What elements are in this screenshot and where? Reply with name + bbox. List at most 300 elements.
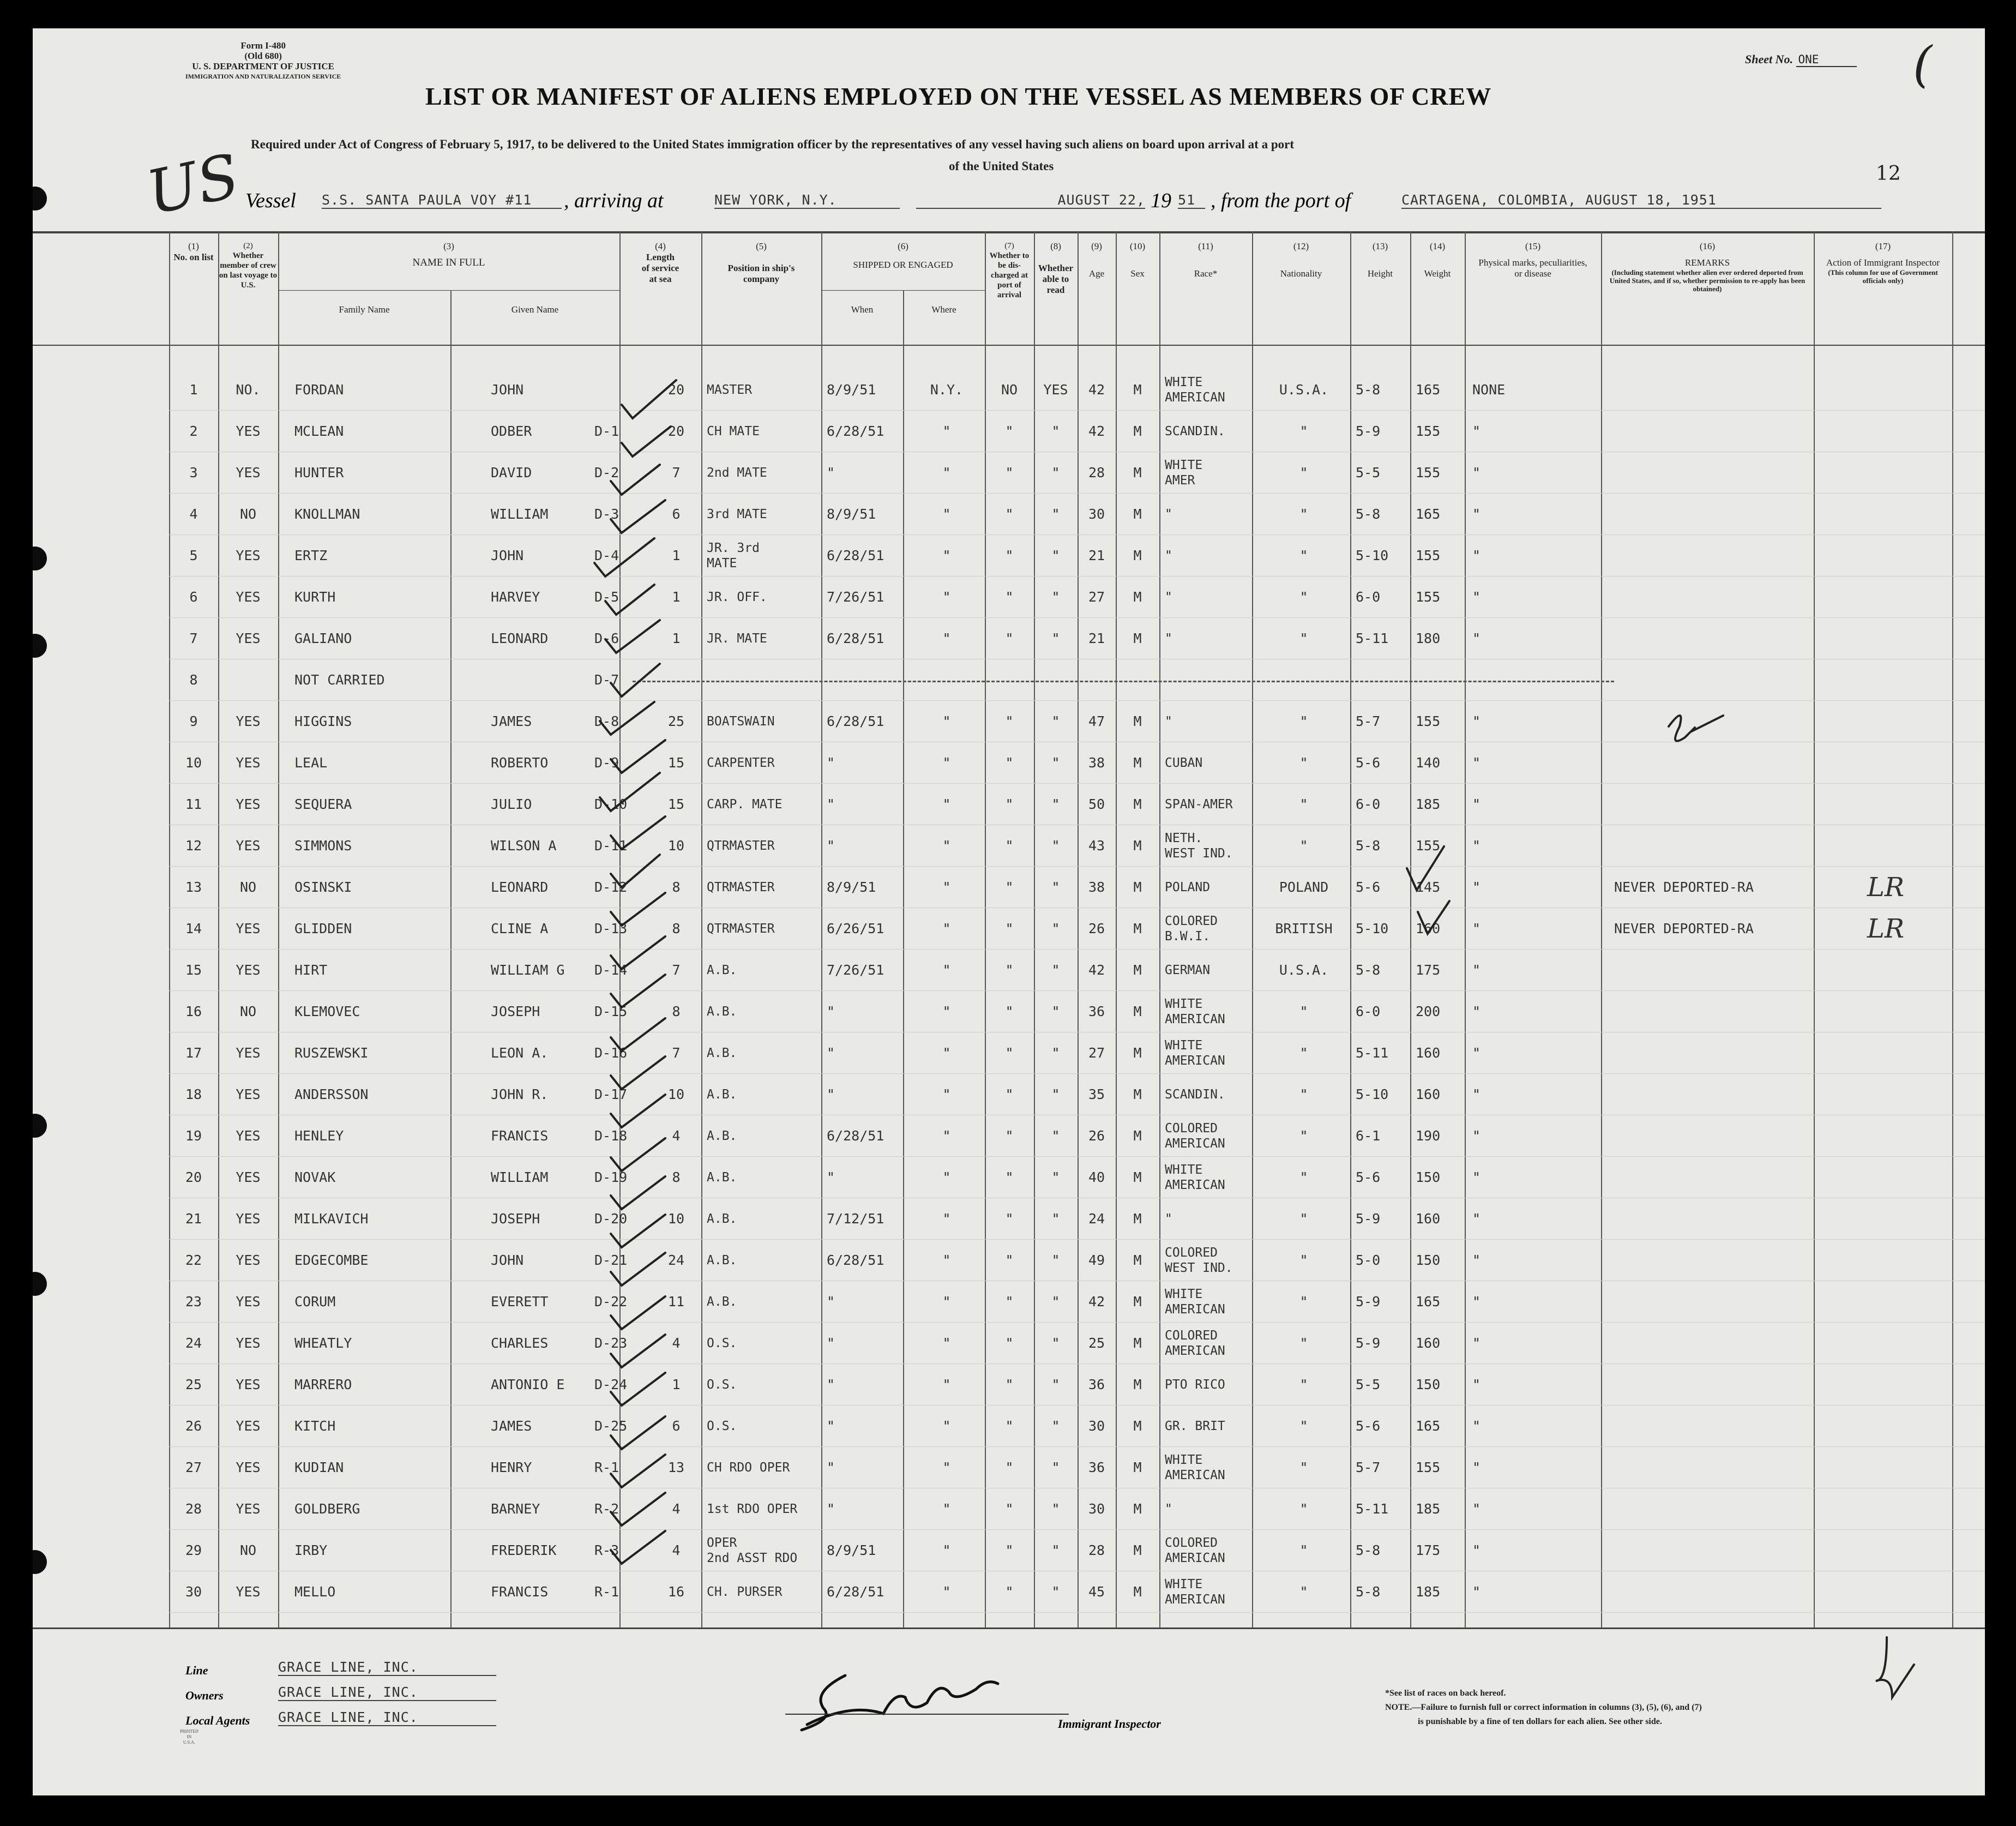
cell-prev: YES: [236, 1211, 261, 1227]
cell-sex: M: [1133, 838, 1142, 854]
cell-when: ": [827, 1086, 835, 1102]
cell-discharged: ": [1005, 1584, 1014, 1600]
cell-prev: YES: [236, 962, 261, 978]
cell-weight: 175: [1416, 962, 1441, 978]
cell-weight: 165: [1416, 382, 1441, 398]
cell-no: 19: [185, 1128, 202, 1144]
cell-read: ": [1051, 1004, 1060, 1019]
cell-remarks: NEVER DEPORTED-RA: [1614, 921, 1754, 936]
cell-race: WHITE AMERICAN: [1165, 375, 1225, 405]
cell-no: 24: [185, 1335, 202, 1351]
cell-nationality: ": [1299, 1584, 1308, 1600]
cell-code: D-4: [594, 548, 619, 563]
cell-remarks: NEVER DEPORTED-RA: [1614, 879, 1754, 895]
cell-discharged: ": [1005, 1294, 1014, 1310]
cell-height: 5-5: [1356, 465, 1381, 480]
cell-marks: ": [1472, 1211, 1481, 1227]
cell-given: WILLIAM G: [491, 962, 565, 978]
agents-value: GRACE LINE, INC.: [278, 1709, 496, 1726]
cell-no: 11: [185, 796, 202, 812]
cell-sex: M: [1133, 548, 1142, 563]
cell-given: JOSEPH: [491, 1211, 540, 1227]
cell-where: ": [942, 1045, 951, 1061]
cell-prev: NO: [239, 506, 257, 522]
cell-where: ": [942, 962, 951, 978]
cell-when: ": [827, 1294, 835, 1310]
cell-age: 35: [1088, 1086, 1105, 1102]
cell-when: ": [827, 1501, 835, 1517]
cell-nationality: ": [1299, 755, 1308, 771]
cell-no: 12: [185, 838, 202, 854]
cell-when: 7/26/51: [827, 589, 884, 605]
cell-service: 11: [667, 1294, 685, 1310]
inspector-signature-block: [785, 1665, 1167, 1746]
cell-race: NETH. WEST IND.: [1165, 831, 1233, 861]
cell-code: D-20: [594, 1211, 628, 1227]
cell-family: NOVAK: [294, 1169, 336, 1185]
cell-read: ": [1051, 879, 1060, 895]
cell-read: ": [1051, 589, 1060, 605]
cell-nationality: ": [1299, 589, 1308, 605]
cell-when: 8/9/51: [827, 1542, 876, 1558]
cell-given: WILLIAM: [491, 1169, 549, 1185]
cell-race: ": [1165, 507, 1172, 521]
cell-prev: YES: [236, 1169, 261, 1185]
cell-sex: M: [1133, 589, 1142, 605]
form-old-number: (Old 680): [244, 51, 282, 61]
page-number: 12: [1876, 163, 1901, 185]
cell-nationality: ": [1299, 1501, 1308, 1517]
cell-marks: ": [1472, 879, 1481, 895]
cell-height: 5-9: [1356, 1335, 1381, 1351]
cell-given: FRANCIS: [491, 1128, 549, 1144]
col-heading-12: (12) Nationality: [1280, 241, 1322, 279]
cell-sex: M: [1133, 465, 1142, 480]
cell-sex: M: [1133, 1418, 1142, 1434]
cell-sex: M: [1133, 423, 1142, 439]
cell-no: 30: [185, 1584, 202, 1600]
cell-position: CARPENTER: [707, 756, 775, 770]
cell-height: 5-6: [1356, 879, 1381, 895]
cell-read: ": [1051, 755, 1060, 771]
cell-where: ": [942, 1169, 951, 1185]
cell-age: 21: [1088, 630, 1105, 646]
cell-when: 8/9/51: [827, 879, 876, 895]
cell-family: HENLEY: [294, 1128, 344, 1144]
cell-where: ": [942, 1377, 951, 1392]
printer-mark: PRINTED IN U.S.A.: [180, 1729, 198, 1745]
cell-sex: M: [1133, 962, 1142, 978]
cell-height: 5-10: [1356, 921, 1389, 936]
cell-marks: ": [1472, 1169, 1481, 1185]
cell-family: GALIANO: [294, 630, 352, 646]
cell-given: CHARLES: [491, 1335, 549, 1351]
cell-service: 1: [672, 1377, 681, 1392]
cell-code: D-16: [594, 1045, 628, 1061]
cell-marks: ": [1472, 838, 1481, 854]
cell-race: ": [1165, 632, 1172, 646]
cell-no: 28: [185, 1501, 202, 1517]
cell-read: ": [1051, 1501, 1060, 1517]
cell-discharged: ": [1005, 879, 1014, 895]
cell-nationality: ": [1299, 465, 1308, 480]
cell-discharged: ": [1005, 755, 1014, 771]
cell-sex: M: [1133, 1377, 1142, 1392]
cell-sex: M: [1133, 755, 1142, 771]
cell-when: ": [827, 1377, 835, 1392]
cell-nationality: ": [1299, 1418, 1308, 1434]
cell-read: ": [1051, 1252, 1060, 1268]
cell-prev: YES: [236, 465, 261, 480]
cell-marks: ": [1472, 465, 1481, 480]
cell-service: 24: [667, 1252, 685, 1268]
cell-when: 8/9/51: [827, 506, 876, 522]
cell-code: D-23: [594, 1335, 628, 1351]
cell-service: 20: [667, 382, 685, 398]
cell-given: WILLIAM: [491, 506, 549, 522]
cell-height: 5-11: [1356, 630, 1389, 646]
cell-marks: ": [1472, 1501, 1481, 1517]
cell-family: FORDAN: [294, 382, 344, 398]
form-number: Form I-480: [240, 40, 286, 51]
cell-height: 5-5: [1356, 1377, 1381, 1392]
cell-where: ": [942, 1501, 951, 1517]
arriving-label: , arriving at: [564, 189, 664, 212]
col-heading-where: Where: [931, 304, 956, 315]
cell-code: D-11: [594, 838, 628, 854]
cell-marks: ": [1472, 1086, 1481, 1102]
cell-service: 15: [667, 796, 685, 812]
cell-family: NOT CARRIED: [294, 672, 385, 688]
cell-height: 5-9: [1356, 1294, 1381, 1310]
cell-age: 27: [1088, 589, 1105, 605]
cell-weight: 155: [1416, 423, 1441, 439]
cell-prev: YES: [236, 1335, 261, 1351]
cell-code: D-15: [594, 1004, 628, 1019]
cell-family: SIMMONS: [294, 838, 352, 854]
cell-read: ": [1051, 713, 1060, 729]
cell-service: 6: [672, 1418, 681, 1434]
cell-when: 6/28/51: [827, 1252, 884, 1268]
cell-sex: M: [1133, 506, 1142, 522]
cell-marks: ": [1472, 962, 1481, 978]
cell-family: IRBY: [294, 1542, 328, 1558]
departure-port: CARTAGENA, COLOMBIA, AUGUST 18, 1951: [1401, 192, 1881, 209]
cell-no: 21: [185, 1211, 202, 1227]
cell-given: HARVEY: [491, 589, 540, 605]
cell-age: 36: [1088, 1377, 1105, 1392]
cell-weight: 140: [1416, 755, 1441, 771]
cell-read: ": [1051, 1542, 1060, 1558]
cell-where: ": [942, 796, 951, 812]
cell-given: JOHN R.: [491, 1086, 549, 1102]
cell-weight: 145: [1416, 879, 1441, 895]
cell-where: ": [942, 1459, 951, 1475]
cell-code: R-1: [594, 1459, 619, 1475]
cell-given: JAMES: [491, 713, 532, 729]
year-prefix: 19: [1151, 189, 1171, 212]
cell-when: ": [827, 1418, 835, 1434]
cell-code: D-22: [594, 1294, 628, 1310]
cell-age: 42: [1088, 423, 1105, 439]
cell-service: 10: [667, 838, 685, 854]
cell-nationality: U.S.A.: [1279, 382, 1329, 398]
cell-position: A.B.: [707, 1005, 737, 1019]
cell-height: 5-6: [1356, 1169, 1381, 1185]
cell-family: KURTH: [294, 589, 336, 605]
form-service: IMMIGRATION AND NATURALIZATION SERVICE: [185, 73, 341, 80]
subtitle-line-1: Required under Act of Congress of February 5, 1917, to be delivered to the United States immigration officer by the representatives of any vessel having such aliens on board upon arrival at a port: [251, 137, 1294, 151]
cell-race: POLAND: [1165, 880, 1211, 894]
cell-nationality: ": [1299, 1086, 1308, 1102]
cell-where: ": [942, 1004, 951, 1019]
cell-code: D-1: [594, 423, 619, 439]
cell-age: 28: [1088, 465, 1105, 480]
cell-given: ANTONIO E: [491, 1377, 565, 1392]
cell-given: WILSON A: [491, 838, 557, 854]
cell-position: 3rd MATE: [707, 507, 767, 521]
cell-prev: NO.: [236, 382, 261, 398]
cell-sex: M: [1133, 630, 1142, 646]
cell-prev: YES: [236, 589, 261, 605]
cell-sex: M: [1133, 1045, 1142, 1061]
cell-no: 26: [185, 1418, 202, 1434]
cell-where: ": [942, 506, 951, 522]
cell-prev: NO: [239, 1004, 257, 1019]
cell-sex: M: [1133, 1459, 1142, 1475]
cell-where: ": [942, 1128, 951, 1144]
cell-race: COLORED AMERICAN: [1165, 1329, 1225, 1358]
cell-discharged: ": [1005, 1045, 1014, 1061]
cell-height: 6-0: [1356, 589, 1381, 605]
cell-race: ": [1165, 714, 1172, 729]
cell-height: 5-8: [1356, 1584, 1381, 1600]
cell-code: D-6: [594, 630, 619, 646]
cell-sex: M: [1133, 921, 1142, 936]
cell-marks: ": [1472, 755, 1481, 771]
cell-age: 42: [1088, 1294, 1105, 1310]
cell-race: COLORED AMERICAN: [1165, 1121, 1225, 1151]
cell-given: FREDERIK: [491, 1542, 557, 1558]
cell-service: 6: [672, 506, 681, 522]
cell-marks: ": [1472, 1252, 1481, 1268]
cell-age: 26: [1088, 1128, 1105, 1144]
cell-service: 1: [672, 548, 681, 563]
cell-height: 5-6: [1356, 1418, 1381, 1434]
arrival-year: 51: [1178, 192, 1205, 209]
cell-no: 13: [185, 879, 202, 895]
cell-where: ": [942, 1294, 951, 1310]
cell-position: JR. MATE: [707, 632, 767, 646]
cell-prev: YES: [236, 755, 261, 771]
cell-prev: YES: [236, 1501, 261, 1517]
cell-code: D-13: [594, 921, 628, 936]
cell-discharged: ": [1005, 1211, 1014, 1227]
agents-label: Local Agents: [185, 1714, 250, 1727]
cell-code: D-12: [594, 879, 628, 895]
cell-nationality: ": [1299, 506, 1308, 522]
cell-when: 6/28/51: [827, 423, 884, 439]
cell-height: 6-0: [1356, 796, 1381, 812]
cell-sex: M: [1133, 1169, 1142, 1185]
cell-where: ": [942, 423, 951, 439]
cell-no: 3: [189, 465, 198, 480]
cell-position: OPER 2nd ASST RDO: [707, 1536, 798, 1565]
footer-notes: [1385, 1686, 1702, 1729]
cell-discharged: ": [1005, 589, 1014, 605]
cell-service: 8: [672, 1004, 681, 1019]
penalty-note-cont: is punishable by a fine of ten dollars for each alien. See other side.: [1418, 1717, 1662, 1726]
cell-family: KITCH: [294, 1418, 336, 1434]
cell-read: ": [1051, 1086, 1060, 1102]
cell-family: MILKAVICH: [294, 1211, 369, 1227]
subtitle-line-2: of the United States: [949, 159, 1054, 173]
cell-service: 7: [672, 465, 681, 480]
cell-position: A.B.: [707, 1253, 737, 1268]
cell-when: ": [827, 1459, 835, 1475]
cell-height: 5-8: [1356, 382, 1381, 398]
cell-race: WHITE AMERICAN: [1165, 1577, 1225, 1607]
cell-age: 21: [1088, 548, 1105, 563]
vessel-name: S.S. SANTA PAULA VOY #11: [322, 192, 562, 209]
cell-marks: ": [1472, 1335, 1481, 1351]
cell-when: ": [827, 838, 835, 854]
cell-prev: YES: [236, 630, 261, 646]
cell-no: 25: [185, 1377, 202, 1392]
cell-discharged: ": [1005, 506, 1014, 522]
cell-marks: ": [1472, 548, 1481, 563]
cell-code: D-21: [594, 1252, 628, 1268]
cell-position: 2nd MATE: [707, 466, 767, 480]
cell-marks: ": [1472, 1128, 1481, 1144]
cell-position: A.B.: [707, 963, 737, 977]
footer-parties: [185, 1648, 567, 1735]
cell-nationality: ": [1299, 1169, 1308, 1185]
cell-code: D-3: [594, 506, 619, 522]
cell-race: COLORED WEST IND.: [1165, 1246, 1233, 1275]
cell-given: LEONARD: [491, 630, 549, 646]
cell-position: A.B.: [707, 1295, 737, 1309]
cell-age: 49: [1088, 1252, 1105, 1268]
cell-age: 26: [1088, 921, 1105, 936]
cell-code: D-9: [594, 755, 619, 771]
col-heading-9: (9) Age: [1088, 241, 1105, 279]
cell-sex: M: [1133, 1501, 1142, 1517]
cell-race: PTO RICO: [1165, 1378, 1225, 1392]
cell-family: MCLEAN: [294, 423, 344, 439]
cell-no: 2: [189, 423, 198, 439]
cell-height: 5-7: [1356, 713, 1381, 729]
cell-service: 1: [672, 630, 681, 646]
cell-code: D-10: [594, 796, 628, 812]
cell-prev: YES: [236, 1584, 261, 1600]
cell-no: 27: [185, 1459, 202, 1475]
cell-weight: 150: [1416, 1377, 1441, 1392]
cell-sex: M: [1133, 1335, 1142, 1351]
cell-height: 5-8: [1356, 1542, 1381, 1558]
cell-read: ": [1051, 423, 1060, 439]
cell-prev: YES: [236, 1045, 261, 1061]
cell-prev: YES: [236, 838, 261, 854]
cell-code: D-14: [594, 962, 628, 978]
cell-discharged: ": [1005, 1377, 1014, 1392]
cell-when: ": [827, 1045, 835, 1061]
cell-no: 15: [185, 962, 202, 978]
cell-nationality: ": [1299, 630, 1308, 646]
cell-code: D-2: [594, 465, 619, 480]
arrival-date: AUGUST 22,: [916, 192, 1145, 209]
col-heading-1: (1) No. on list: [173, 241, 214, 262]
cell-nationality: ": [1299, 1542, 1308, 1558]
cell-read: ": [1051, 1294, 1060, 1310]
corner-check-mark: (: [1913, 36, 1933, 93]
cell-position: JR. 3rd MATE: [707, 541, 760, 570]
cell-service: 7: [672, 1045, 681, 1061]
cell-read: ": [1051, 1584, 1060, 1600]
cell-nationality: BRITISH: [1275, 921, 1333, 936]
cell-where: ": [942, 630, 951, 646]
cell-marks: ": [1472, 1377, 1481, 1392]
cell-age: 43: [1088, 838, 1105, 854]
cell-race: SCANDIN.: [1165, 424, 1225, 439]
cell-prev: YES: [236, 1128, 261, 1144]
cell-discharged: NO: [1001, 382, 1018, 398]
cell-family: KUDIAN: [294, 1459, 344, 1475]
col-heading-5: (5) Position in ship's company: [727, 241, 795, 284]
cell-code: D-25: [594, 1418, 628, 1434]
cell-weight: 175: [1416, 1542, 1441, 1558]
cell-family: SEQUERA: [294, 796, 352, 812]
cell-race: ": [1165, 549, 1172, 563]
cell-given: JAMES: [491, 1418, 532, 1434]
cell-where: ": [942, 921, 951, 936]
cell-code: D-8: [594, 713, 619, 729]
cell-read: YES: [1043, 382, 1068, 398]
cell-read: ": [1051, 921, 1060, 936]
cell-service: 8: [672, 921, 681, 936]
cell-service: 16: [667, 1584, 685, 1600]
cell-nationality: POLAND: [1279, 879, 1329, 895]
cell-nationality: ": [1299, 1459, 1308, 1475]
cell-given: BARNEY: [491, 1501, 540, 1517]
cell-marks: ": [1472, 630, 1481, 646]
cell-discharged: ": [1005, 1169, 1014, 1185]
cell-given: HENRY: [491, 1459, 532, 1475]
cell-position: QTRMASTER: [707, 922, 775, 936]
cell-where: ": [942, 465, 951, 480]
corner-handwritten-mark: US: [141, 140, 245, 229]
cell-given: JOHN: [491, 382, 524, 398]
cell-family: OSINSKI: [294, 879, 352, 895]
cell-position: O.S.: [707, 1336, 737, 1350]
cell-discharged: ": [1005, 921, 1014, 936]
cell-race: ": [1165, 1212, 1172, 1226]
cell-height: 5-0: [1356, 1252, 1381, 1268]
cell-service: 8: [672, 879, 681, 895]
cell-weight: 160: [1416, 921, 1441, 936]
cell-discharged: ": [1005, 1086, 1014, 1102]
cell-race: WHITE AMERICAN: [1165, 1453, 1225, 1482]
cell-marks: ": [1472, 1542, 1481, 1558]
cell-height: 5-10: [1356, 548, 1389, 563]
cell-when: ": [827, 1335, 835, 1351]
cell-given: JOHN: [491, 548, 524, 563]
col-heading-7: (7) Whether to be dis-charged at port of arrival: [989, 242, 1030, 299]
cell-position: MASTER: [707, 383, 753, 397]
line-value: GRACE LINE, INC.: [278, 1659, 496, 1676]
cell-weight: 155: [1416, 1459, 1441, 1475]
cell-when: 6/26/51: [827, 921, 884, 936]
